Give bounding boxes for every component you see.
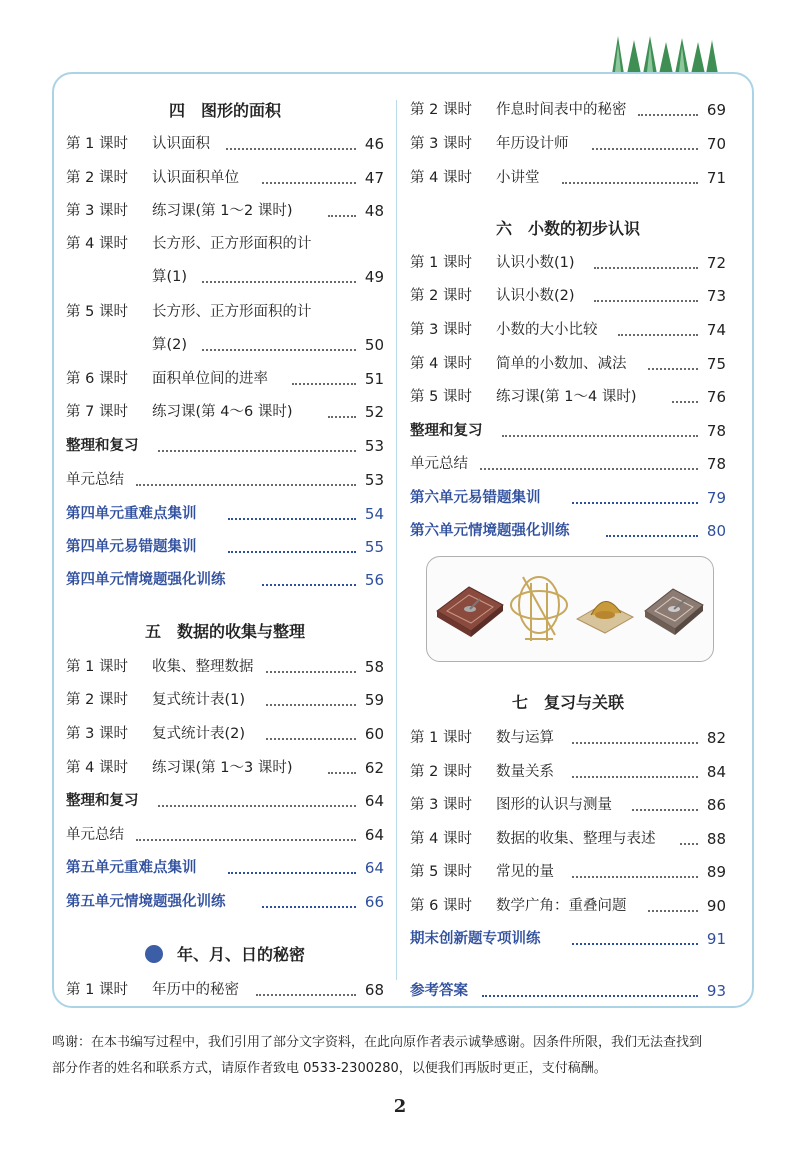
lesson-title: 简单的小数加、减法 xyxy=(496,356,627,372)
lesson-number: 第 4 课时 xyxy=(410,356,472,372)
lesson-title: 练习课(第 1～2 课时) xyxy=(152,203,293,219)
lesson-number: 第 5 课时 xyxy=(66,304,128,320)
dot-leader xyxy=(638,114,698,116)
extra-label: 第四单元情境题强化训练 xyxy=(66,572,226,588)
lesson-title: 认识面积单位 xyxy=(152,170,239,186)
lesson-number: 第 5 课时 xyxy=(410,389,472,405)
dot-leader xyxy=(572,742,698,744)
page-number: 88 xyxy=(706,830,726,848)
dot-leader xyxy=(266,704,356,706)
toc-entry[interactable] xyxy=(66,200,384,222)
section-title: 六 小数的初步认识 xyxy=(495,219,640,238)
lesson-number: 第 4 课时 xyxy=(410,831,472,847)
toc-entry-summary[interactable] xyxy=(410,453,726,475)
toc-entry-extra[interactable] xyxy=(410,520,726,542)
dot-leader xyxy=(648,368,698,370)
dot-leader xyxy=(202,281,356,283)
dot-leader xyxy=(328,416,356,418)
lesson-title: 练习课(第 1～4 课时) xyxy=(496,389,637,405)
lesson-number: 第 3 课时 xyxy=(410,322,472,338)
toc-entry[interactable] xyxy=(66,689,384,711)
page-number: 72 xyxy=(706,254,726,272)
dot-leader xyxy=(562,182,698,184)
toc-entry[interactable] xyxy=(66,656,384,678)
extra-label: 第六单元情境题强化训练 xyxy=(410,523,570,539)
page-number: 78 xyxy=(706,422,726,440)
dot-leader xyxy=(594,267,698,269)
toc-entry[interactable] xyxy=(410,386,726,408)
page-number: 55 xyxy=(364,538,384,556)
dot-leader xyxy=(228,872,356,874)
toc-entry[interactable] xyxy=(410,761,726,783)
dot-leader xyxy=(592,148,698,150)
extra-label: 第五单元情境题强化训练 xyxy=(66,894,226,910)
toc-entry-extra[interactable] xyxy=(410,928,726,950)
toc-entry[interactable] xyxy=(410,353,726,375)
dot-leader xyxy=(572,502,698,504)
page-number: 68 xyxy=(364,981,384,999)
lesson-number: 第 2 课时 xyxy=(410,764,472,780)
toc-entry[interactable] xyxy=(66,979,384,1001)
dot-leader xyxy=(228,551,356,553)
lesson-number: 第 4 课时 xyxy=(410,170,472,186)
acknowledgement-line: 鸣谢：在本书编写过程中，我们引用了部分文字资料，在此向原作者表示诚挚感谢。因条件所限，我们无法查找到 xyxy=(52,1035,703,1050)
armillary-icon xyxy=(511,577,567,641)
section-title-text: 年、月、日的秘密 xyxy=(176,945,305,964)
page-number: 53 xyxy=(364,437,384,455)
toc-entry[interactable] xyxy=(410,861,726,883)
lesson-title: 年历设计师 xyxy=(496,136,569,152)
toc-entry[interactable] xyxy=(66,757,384,779)
lesson-title: 认识小数(2) xyxy=(496,288,575,304)
dot-leader xyxy=(228,518,356,520)
dot-leader xyxy=(262,182,356,184)
toc-entry[interactable] xyxy=(410,828,726,850)
dot-leader xyxy=(680,843,698,845)
page-number: 75 xyxy=(706,355,726,373)
dot-leader xyxy=(136,839,356,841)
page-number: 70 xyxy=(706,135,726,153)
dot-leader xyxy=(328,772,356,774)
lesson-number: 第 4 课时 xyxy=(66,760,128,776)
lesson-number: 第 3 课时 xyxy=(66,726,128,742)
toc-entry[interactable] xyxy=(66,301,384,323)
lesson-title: 收集、整理数据 xyxy=(152,659,254,675)
page-number: 73 xyxy=(706,287,726,305)
page-number: 62 xyxy=(364,759,384,777)
page-number: 76 xyxy=(706,388,726,406)
page-number: 53 xyxy=(364,471,384,489)
page-number: 47 xyxy=(364,169,384,187)
toc-entry-summary[interactable] xyxy=(66,469,384,491)
gold-sundial-icon xyxy=(577,601,633,633)
section-title-special xyxy=(66,942,384,968)
page-number: 86 xyxy=(706,796,726,814)
column-divider xyxy=(396,100,397,980)
page-number: 56 xyxy=(364,571,384,589)
dot-leader xyxy=(480,468,698,470)
page-number: 58 xyxy=(364,658,384,676)
dot-leader xyxy=(632,809,698,811)
page-number: 48 xyxy=(364,202,384,220)
sundial-illustrations xyxy=(426,556,714,662)
toc-entry[interactable] xyxy=(66,133,384,155)
toc-entry-review[interactable] xyxy=(66,790,384,812)
summary-label: 单元总结 xyxy=(66,472,124,488)
lesson-title: 复式统计表(2) xyxy=(152,726,246,742)
extra-label: 第四单元易错题集训 xyxy=(66,539,197,555)
page-number: 60 xyxy=(364,725,384,743)
square-sundial-icon xyxy=(437,587,503,637)
section-title: 四 图形的面积 xyxy=(168,101,281,120)
extra-label: 参考答案 xyxy=(410,983,468,999)
extra-label: 期末创新题专项训练 xyxy=(410,931,541,947)
dot-leader xyxy=(606,535,698,537)
page-number: 66 xyxy=(364,893,384,911)
extra-label: 第五单元重难点集训 xyxy=(66,860,197,876)
page-number: 84 xyxy=(706,763,726,781)
dot-leader xyxy=(618,334,698,336)
toc-entry[interactable] xyxy=(410,167,726,189)
sundial-drawings xyxy=(427,557,713,661)
page-number: 78 xyxy=(706,455,726,473)
lesson-number: 第 1 课时 xyxy=(410,730,472,746)
lesson-number: 第 6 课时 xyxy=(410,898,472,914)
lesson-title: 长方形、正方形面积的计 xyxy=(152,236,312,252)
page-number: 64 xyxy=(364,859,384,877)
extra-label: 第六单元易错题集训 xyxy=(410,490,541,506)
dot-leader xyxy=(292,383,356,385)
lesson-title-cont: 算(2) xyxy=(152,337,188,353)
toc-entry[interactable] xyxy=(66,401,384,423)
lesson-number: 第 3 课时 xyxy=(66,203,128,219)
toc-entry-extra[interactable] xyxy=(66,569,384,591)
page-number: 90 xyxy=(706,897,726,915)
dot-leader xyxy=(226,148,356,150)
toc-entry-continued[interactable] xyxy=(66,334,384,356)
lesson-title: 数量关系 xyxy=(496,764,554,780)
toc-entry[interactable] xyxy=(66,368,384,390)
lesson-number: 第 2 课时 xyxy=(410,102,472,118)
toc-entry[interactable] xyxy=(410,285,726,307)
lesson-number: 第 6 课时 xyxy=(66,371,128,387)
page-number-footer: 2 xyxy=(393,1096,407,1117)
toc-entry-extra[interactable] xyxy=(410,980,726,1002)
page-number: 93 xyxy=(706,982,726,1000)
page-number: 59 xyxy=(364,691,384,709)
toc-entry[interactable] xyxy=(410,133,726,155)
lesson-number: 第 1 课时 xyxy=(410,255,472,271)
page-number: 79 xyxy=(706,489,726,507)
toc-entry[interactable] xyxy=(410,895,726,917)
acknowledgement-footer xyxy=(52,1030,762,1082)
lesson-number: 第 2 课时 xyxy=(66,170,128,186)
lesson-title: 数学广角：重叠问题 xyxy=(496,898,627,914)
lesson-title: 面积单位间的进率 xyxy=(152,371,268,387)
toc-entry[interactable] xyxy=(66,723,384,745)
page-number: 51 xyxy=(364,370,384,388)
lesson-title: 长方形、正方形面积的计 xyxy=(152,304,312,320)
dot-leader xyxy=(266,738,356,740)
lesson-title: 图形的认识与测量 xyxy=(496,797,612,813)
lesson-title: 复式统计表(1) xyxy=(152,692,246,708)
dot-leader xyxy=(572,776,698,778)
page-number: 50 xyxy=(364,336,384,354)
review-label: 整理和复习 xyxy=(66,793,139,809)
lesson-title: 认识小数(1) xyxy=(496,255,575,271)
toc-entry-extra[interactable] xyxy=(66,503,384,525)
summary-label: 单元总结 xyxy=(410,456,468,472)
lesson-number: 第 4 课时 xyxy=(66,236,128,252)
toc-left-column xyxy=(66,0,384,1000)
page-number: 64 xyxy=(364,792,384,810)
lesson-title: 练习课(第 1～3 课时) xyxy=(152,760,293,776)
lesson-number: 第 1 课时 xyxy=(66,136,128,152)
lesson-title: 年历中的秘密 xyxy=(152,982,239,998)
dot-leader xyxy=(572,876,698,878)
toc-entry-review[interactable] xyxy=(410,420,726,442)
square-sundial-icon xyxy=(645,589,703,635)
dot-leader xyxy=(648,910,698,912)
dot-leader xyxy=(262,906,356,908)
lesson-number: 第 3 课时 xyxy=(410,136,472,152)
toc-entry[interactable] xyxy=(410,794,726,816)
lesson-title: 数据的收集、整理与表述 xyxy=(496,831,656,847)
toc-entry[interactable] xyxy=(66,167,384,189)
lesson-title: 小讲堂 xyxy=(496,170,540,186)
toc-entry-extra[interactable] xyxy=(66,536,384,558)
dot-leader xyxy=(572,943,698,945)
dot-leader xyxy=(672,401,698,403)
toc-entry[interactable] xyxy=(66,233,384,255)
page-number: 49 xyxy=(364,268,384,286)
toc-entry-continued[interactable] xyxy=(66,266,384,288)
page-number: 54 xyxy=(364,505,384,523)
lesson-title: 常见的量 xyxy=(496,864,554,880)
toc-entry-extra[interactable] xyxy=(410,487,726,509)
extra-label: 第四单元重难点集训 xyxy=(66,506,197,522)
lesson-title: 练习课(第 4～6 课时) xyxy=(152,404,293,420)
lesson-number: 第 1 课时 xyxy=(66,982,128,998)
lesson-title: 数与运算 xyxy=(496,730,554,746)
circle-badge-icon xyxy=(145,945,163,963)
toc-entry[interactable] xyxy=(410,99,726,121)
acknowledgement-line: 部分作者的姓名和联系方式，请原作者致电 0533-2300280，以便我们再版时更正，支付稿酬。 xyxy=(52,1061,607,1076)
toc-entry-summary[interactable] xyxy=(66,824,384,846)
lesson-number: 第 5 课时 xyxy=(410,864,472,880)
lesson-number: 第 3 课时 xyxy=(410,797,472,813)
page-number: 52 xyxy=(364,403,384,421)
page-number: 80 xyxy=(706,522,726,540)
page-number: 74 xyxy=(706,321,726,339)
toc-entry-extra[interactable] xyxy=(66,857,384,879)
page-number: 82 xyxy=(706,729,726,747)
dot-leader xyxy=(136,484,356,486)
dot-leader xyxy=(158,805,356,807)
dot-leader xyxy=(482,995,698,997)
review-label: 整理和复习 xyxy=(66,438,139,454)
page-number: 71 xyxy=(706,169,726,187)
section-title: 七 复习与关联 xyxy=(511,693,624,712)
toc-entry[interactable] xyxy=(410,727,726,749)
section-title: 五 数据的收集与整理 xyxy=(144,622,305,641)
lesson-title-cont: 算(1) xyxy=(152,269,188,285)
dot-leader xyxy=(502,435,698,437)
page-number: 89 xyxy=(706,863,726,881)
page-number: 69 xyxy=(706,101,726,119)
dot-leader xyxy=(256,994,356,996)
summary-label: 单元总结 xyxy=(66,827,124,843)
page-number: 91 xyxy=(706,930,726,948)
dot-leader xyxy=(266,671,356,673)
page-number: 64 xyxy=(364,826,384,844)
lesson-title: 认识面积 xyxy=(152,136,210,152)
toc-entry-extra[interactable] xyxy=(66,891,384,913)
dot-leader xyxy=(202,349,356,351)
dot-leader xyxy=(594,300,698,302)
toc-entry-review[interactable] xyxy=(66,435,384,457)
toc-entry[interactable] xyxy=(410,319,726,341)
toc-right-column xyxy=(410,0,726,1000)
lesson-title: 小数的大小比较 xyxy=(496,322,598,338)
dot-leader xyxy=(158,450,356,452)
lesson-number: 第 1 课时 xyxy=(66,659,128,675)
dot-leader xyxy=(262,584,356,586)
review-label: 整理和复习 xyxy=(410,423,483,439)
lesson-number: 第 2 课时 xyxy=(410,288,472,304)
lesson-number: 第 2 课时 xyxy=(66,692,128,708)
toc-entry[interactable] xyxy=(410,252,726,274)
dot-leader xyxy=(328,215,356,217)
lesson-title: 作息时间表中的秘密 xyxy=(496,102,627,118)
page-number: 46 xyxy=(364,135,384,153)
lesson-number: 第 7 课时 xyxy=(66,404,128,420)
